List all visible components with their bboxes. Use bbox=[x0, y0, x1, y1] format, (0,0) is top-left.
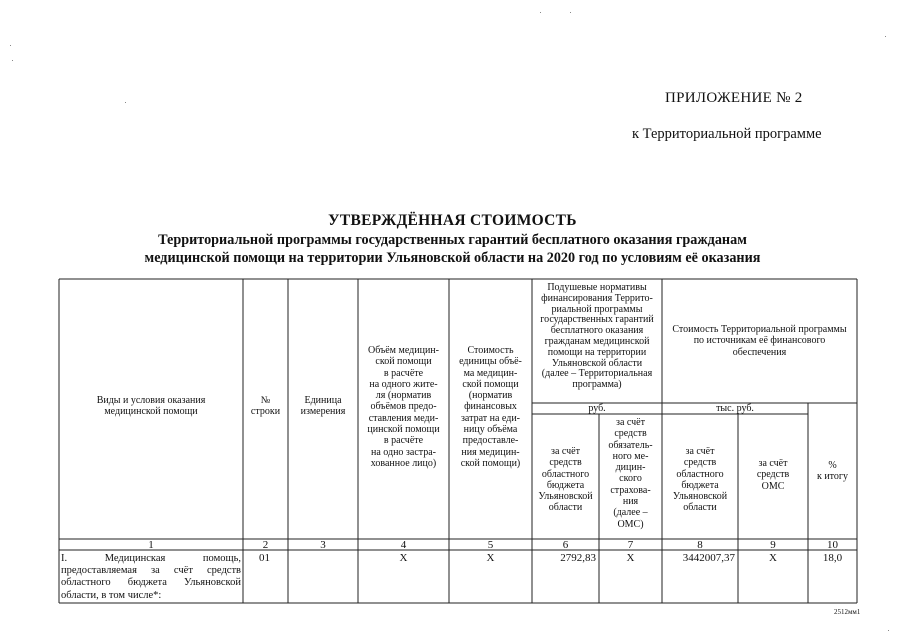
column-number: 5 bbox=[487, 539, 494, 551]
row-oms-rub: X bbox=[626, 552, 635, 564]
document-title: УТВЕРЖДЁННАЯ СТОИМОСТЬ bbox=[328, 212, 577, 229]
column-number: 4 bbox=[400, 539, 407, 551]
column-number: 6 bbox=[562, 539, 569, 551]
appendix-label: ПРИЛОЖЕНИЕ № 2 bbox=[665, 90, 803, 106]
column-number: 8 bbox=[697, 539, 703, 551]
column-number: 10 bbox=[827, 539, 838, 551]
header-percent: % к итогу bbox=[816, 460, 849, 483]
header-service-type: Виды и условия оказания медицинской помощи bbox=[96, 395, 206, 418]
document-subtitle-line2: медицинской помощи на территории Ульяновской области на 2020 год по условиям её оказания bbox=[144, 250, 761, 266]
header-volume: Объём медицин- ской помощи в расчёте на одного жите- ля (норматив объёмов предо- ставления меди- цинской помощи в расчёте на одно застра- хованное лицо) bbox=[367, 345, 440, 469]
header-oms-thous: за счёт средств ОМС bbox=[756, 458, 790, 492]
header-unit: Единица измерения bbox=[300, 395, 346, 418]
row-unit-cost: X bbox=[486, 552, 495, 564]
column-number: 9 bbox=[770, 539, 776, 551]
document-subtitle-line1: Территориальной программы государственных гарантий бесплатного оказания гражданам bbox=[158, 232, 747, 248]
header-program-cost-group: Стоимость Территориальной программы по источникам её финансового обеспечения bbox=[672, 324, 847, 358]
scan-speck bbox=[12, 60, 13, 61]
row-percent: 18,0 bbox=[822, 552, 843, 564]
column-number: 1 bbox=[148, 539, 154, 551]
header-unit-cost: Стоимость единицы объё- ма медицин- ской помощи (норматив финансовых затрат на еди- ницу объёма предоставле- ния медицин- ской помощи) bbox=[459, 345, 522, 469]
scan-speck bbox=[888, 630, 889, 631]
header-per-capita-group: Подушевые нормативы финансирования Террито- риальной программы государственных гарантий бесплатного оказания гражданам медицинской помощи на территории Ульяновской области (далее – Территориальная программа) bbox=[540, 282, 654, 391]
scan-speck bbox=[570, 12, 571, 13]
header-rub: руб. bbox=[588, 403, 606, 414]
column-number: 2 bbox=[262, 539, 269, 551]
header-oms-rub: за счёт средств обязатель- ного ме- дицин- ского страхова- ния (далее – ОМС) bbox=[608, 417, 653, 530]
row-regional-thous: 3442007,37 bbox=[682, 552, 735, 564]
header-regional-budget-rub: за счёт средств областного бюджета Ульяновской области bbox=[538, 446, 593, 514]
row-volume: X bbox=[399, 552, 408, 564]
header-line-number: № строки bbox=[250, 395, 281, 418]
scan-speck bbox=[10, 45, 11, 46]
column-number: 7 bbox=[627, 539, 634, 551]
header-thous-rub: тыс. руб. bbox=[716, 403, 754, 414]
scan-speck bbox=[540, 12, 541, 13]
scan-speck bbox=[125, 102, 126, 103]
row-line-number: 01 bbox=[259, 552, 270, 564]
header-regional-budget-thous: за счёт средств областного бюджета Ульяновской области bbox=[672, 446, 728, 514]
column-number: 3 bbox=[320, 539, 326, 551]
document-code: 2512мм1 bbox=[834, 608, 861, 616]
row-label: I. Медицинская помощь, предоставляемая за счёт средств областного бюджета Ульяновской области, в том числе*: bbox=[61, 553, 241, 601]
row-oms-thous: X bbox=[769, 552, 777, 564]
scan-speck bbox=[885, 36, 886, 37]
appendix-subtitle: к Территориальной программе bbox=[632, 126, 822, 142]
row-regional-rub: 2792,83 bbox=[560, 552, 596, 564]
